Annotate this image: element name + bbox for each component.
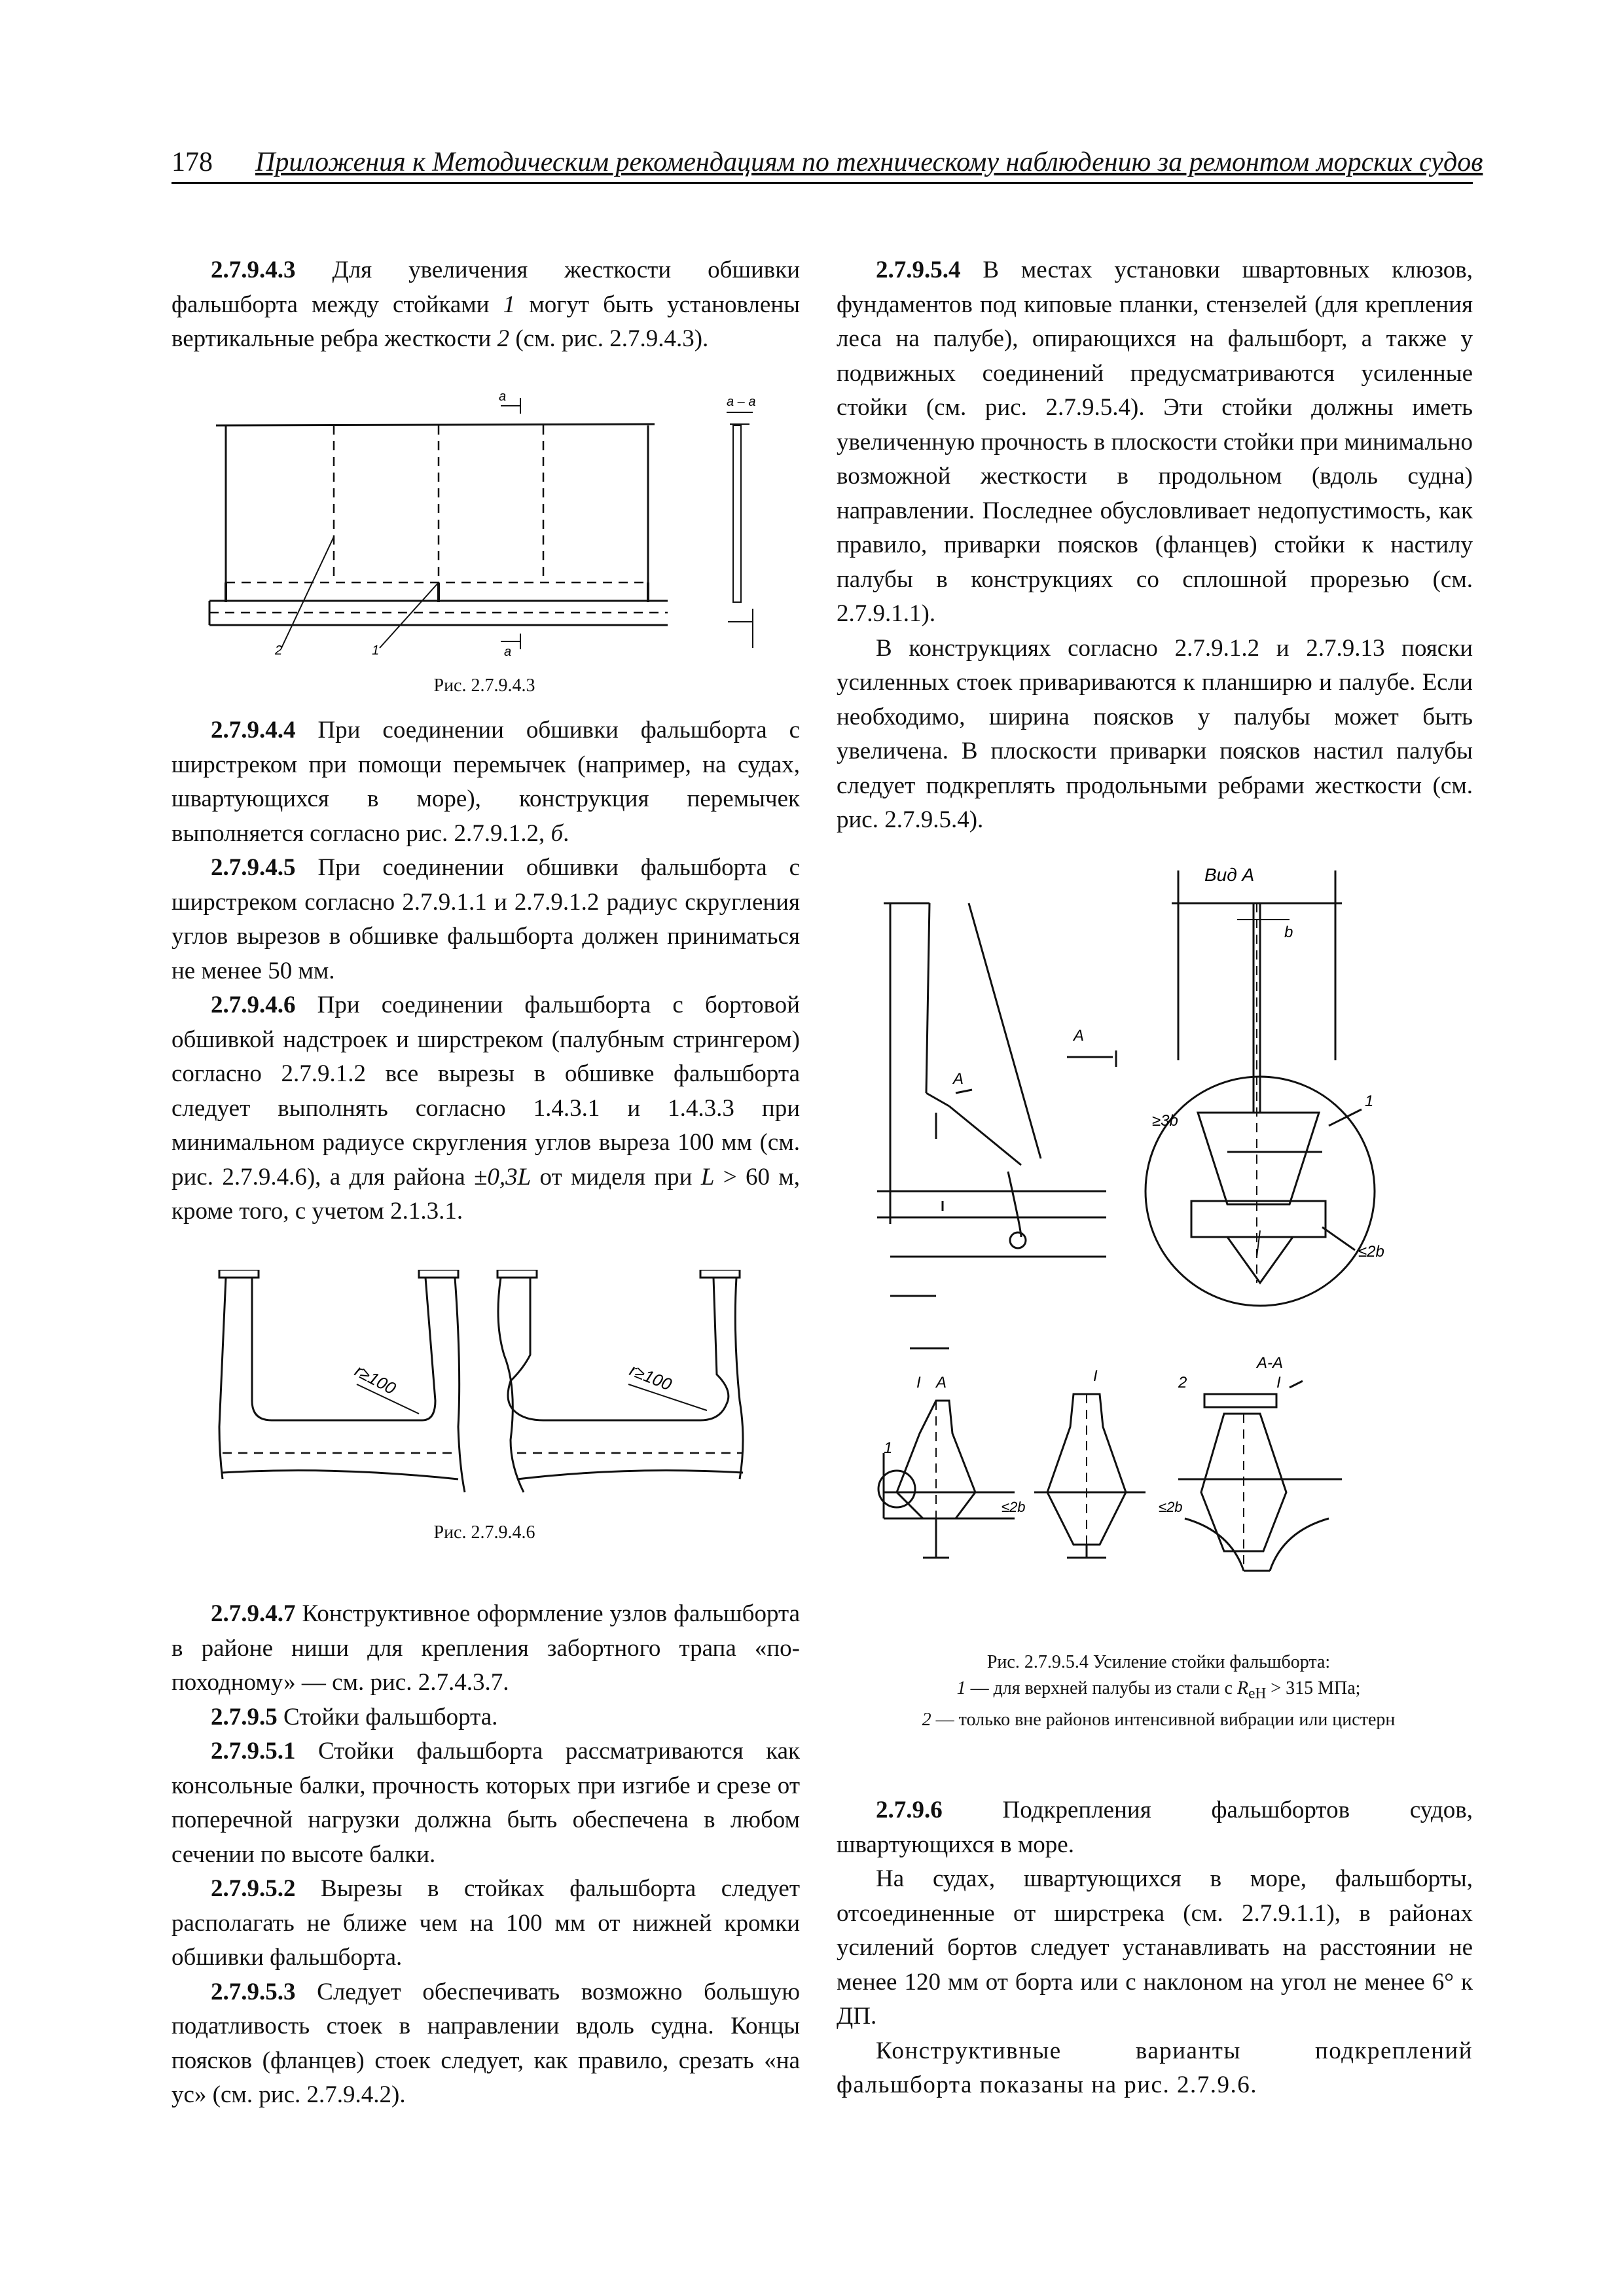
figure-2-7-9-4-6 (203, 1270, 792, 1532)
paragraph-2-7-9-5-3: 2.7.9.5.3 Следует обеспечивать возможно большую податливость стоек в направлении вдоль судна. Концы поясков (фланцев) стоек следует, как правило, срезать «на ус» (см. рис. 2.7.9.4.2). (171, 1978, 800, 2108)
svg-text:A: A (1074, 1027, 1085, 1045)
svg-text:1: 1 (372, 643, 380, 658)
svg-text:b: b (1284, 924, 1293, 941)
svg-text:a: a (499, 389, 507, 404)
paragraph-2-7-9-5-1: 2.7.9.5.1 Стойки фальшборта рассматриваются как консольные балки, прочность которых при изгибе и срезе от поперечной нагрузки должна быть обеспечена в любом сечении по высоте балки. (171, 1738, 800, 1868)
svg-text:≤2b: ≤2b (1358, 1243, 1384, 1261)
figure-2-7-9-5-4 (871, 864, 1460, 1617)
svg-text:a: a (504, 645, 512, 659)
paragraph-2-7-9-5-4: 2.7.9.5.4 В местах установки швартовных клюзов, фундаментов под киповые планки, стензелей (для крепления леса на палубе), опирающихся на фальшборт, а также у подвижных соединений предусматриваются усиленные стойки (см. рис. 2.7.9.5.4). Эти стойки должны иметь увеличенную прочность в плоскости стойки при минимально возможной жесткости в продольном (вдоль судна) направлении. Последнее обусловливает недопустимость, как правило, приварки поясков (фланцев) стойки к настилу палубы в конструкциях со сплошной прорезью (см. 2.7.9.1.1). (837, 257, 1473, 627)
svg-text:2: 2 (1178, 1374, 1187, 1391)
paragraph-2-7-9-6-variants: Конструктивные варианты подкреплений фальшборта показаны на рис. 2.7.9.6. (837, 2037, 1473, 2098)
svg-text:I: I (1093, 1367, 1098, 1385)
running-title: Приложения к Методическим рекомендациям по техническому наблюдению за ремонтом морских судов (255, 147, 1483, 177)
svg-text:1: 1 (884, 1439, 893, 1457)
svg-text:a – a: a – a (727, 395, 756, 409)
svg-text:2: 2 (275, 643, 283, 658)
paragraph-2-7-9-4-4: 2.7.9.4.4 При соединении обшивки фальшборта с ширстреком при помощи перемычек (например, на судах, швартующихся в море), конструкция перемычек выполняется согласно рис. 2.7.9.1.2, б. (171, 717, 800, 847)
figure-2-7-9-4-3 (196, 386, 785, 661)
paragraph-2-7-9-6-cont: На судах, швартующихся в море, фальшборты, отсоединенные от ширстрека (см. 2.7.9.1.1), в районах усилений бортов следует устанавливать на расстоянии не менее 120 мм от борта или с наклоном на угол не менее 6° к ДП. (837, 1865, 1473, 2030)
paragraph-2-7-9-5-2: 2.7.9.5.2 Вырезы в стойках фальшборта следует располагать не ближе чем на 100 мм от нижней кромки обшивки фальшборта. (171, 1875, 800, 1971)
paragraph-2-7-9-4-6: 2.7.9.4.6 При соединении фальшборта с бортовой обшивкой надстроек и ширстреком (палубным стрингером) согласно 2.7.9.1.2 все вырезы в обшивке фальшборта следует выполнять согласно 1.4.3.1 и 1.4.3.3 при минимальном радиусе скругления углов выреза 100 мм (см. рис. 2.7.9.4.6), а для района ±0,3L от миделя при L > 60 м, кроме того, с учетом 2.1.3.1. (171, 992, 800, 1225)
svg-text:I: I (1276, 1374, 1281, 1391)
paragraph-2-7-9-6: 2.7.9.6 Подкрепления фальшбортов судов, швартующихся в море. (837, 1797, 1473, 1858)
svg-text:r≥100: r≥100 (626, 1359, 675, 1395)
figure-caption-2-7-9-4-3: Рис. 2.7.9.4.3 (433, 675, 535, 696)
paragraphs-2-7-9-4-4-to-6 (171, 713, 800, 1229)
svg-text:≥3b: ≥3b (1152, 1112, 1178, 1130)
svg-text:A: A (953, 1070, 964, 1088)
svg-text:≤2b: ≤2b (1159, 1499, 1183, 1515)
paragraph-2-7-9-5-4-cont: В конструкциях согласно 2.7.9.1.2 и 2.7.9.13 пояски усиленных стоек привариваются к планширю и палубе. Если необходимо, ширина поясков у палубы может быть увеличена. В плоскости приварки поясков настил палубы следует подкреплять продольными ребрами жесткости (см. рис. 2.7.9.5.4). (837, 634, 1473, 833)
paragraphs-2-7-9-5-4 (837, 253, 1473, 838)
figure-caption-2-7-9-4-6: Рис. 2.7.9.4.6 (433, 1522, 535, 1543)
svg-text:A-A: A-A (1257, 1354, 1284, 1372)
paragraph-2-7-9-5: 2.7.9.5 Стойки фальшборта. (211, 1703, 498, 1731)
running-header (171, 143, 1483, 184)
paragraph-2-7-9-4-5: 2.7.9.4.5 При соединении обшивки фальшборта с ширстреком согласно 2.7.9.1.1 и 2.7.9.1.2 радиус скругления углов вырезов в обшивке фальшборта должен приниматься не менее 50 мм. (171, 854, 800, 984)
svg-text:I: I (916, 1374, 921, 1391)
paragraphs-2-7-9-6 (837, 1793, 1473, 2103)
paragraphs-2-7-9-4-7-to-5-3 (171, 1597, 800, 2113)
svg-text:Вид А: Вид А (1204, 865, 1255, 885)
svg-text:≤2b: ≤2b (1001, 1499, 1026, 1515)
figure-caption-2-7-9-5-4: Рис. 2.7.9.5.4 Усиление стойки фальшборта: 1 — для верхней палубы из стали с $R_{eH} > 315$ МПа; 2 — только вне районов интенсивной вибрации или цистерн (922, 1652, 1396, 1730)
paragraph-2-7-9-4-3: 2.7.9.4.3 Для увеличения жесткости обшивки фальшборта между стойками 1 могут быть установлены вертикальные ребра жесткости 2 (см. рис. 2.7.9.4.3). (171, 257, 800, 352)
paragraph-2-7-9-4-7: 2.7.9.4.7 Конструктивное оформление узлов фальшборта в районе ниши для крепления забортного трапа «по-походному» — см. рис. 2.7.4.3.7. (171, 1600, 800, 1696)
svg-text:1: 1 (1365, 1092, 1374, 1110)
svg-text:r≥100: r≥100 (352, 1360, 399, 1399)
page-number: 178 (171, 147, 213, 177)
svg-text:A: A (936, 1374, 947, 1391)
